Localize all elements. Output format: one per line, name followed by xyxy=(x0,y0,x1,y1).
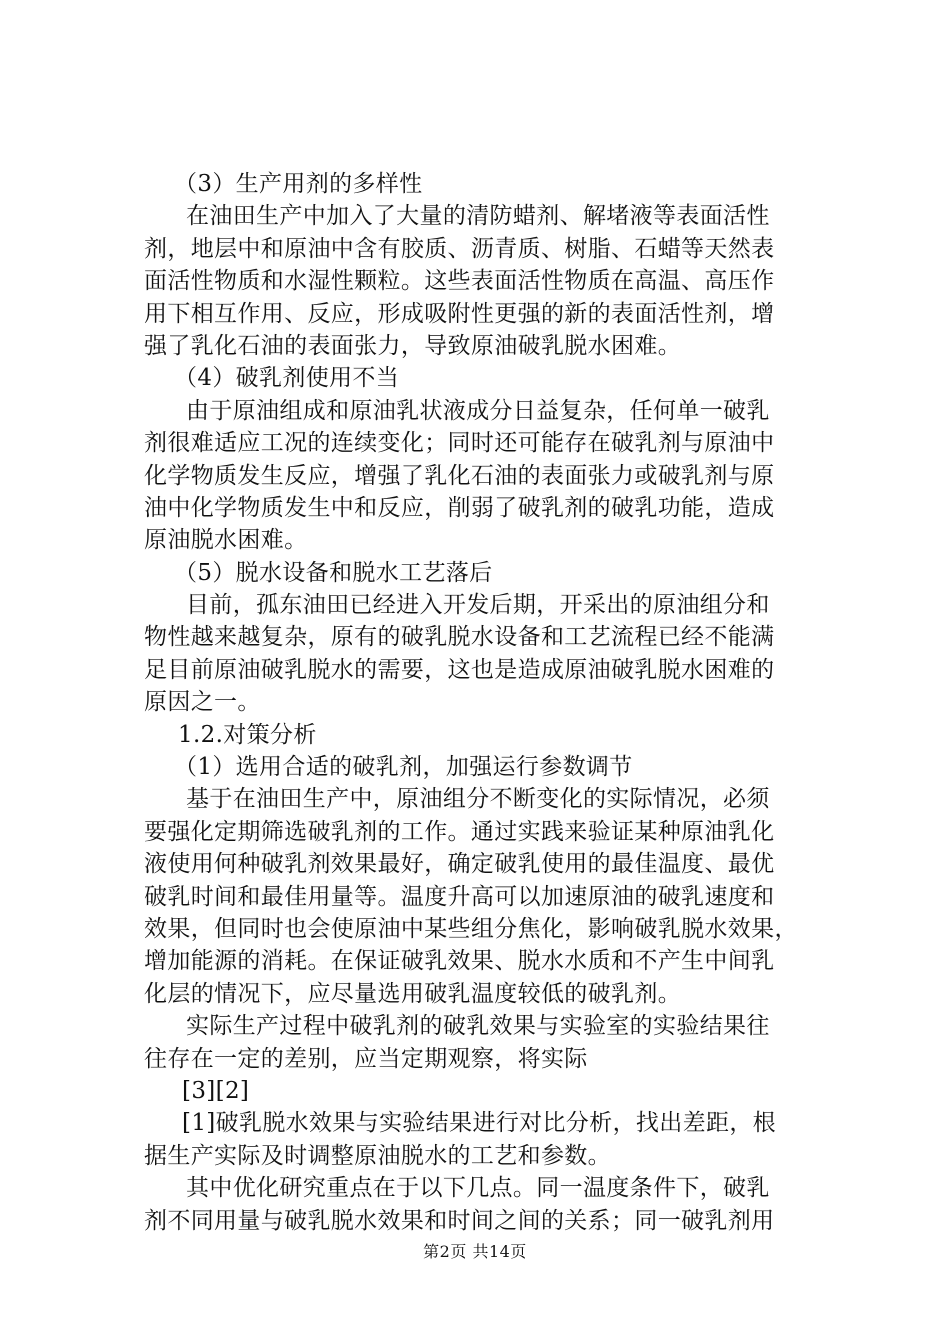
text-line: 足目前原油破乳脱水的需要，这也是造成原油破乳脱水困难的 xyxy=(144,656,775,683)
text-line: 1.2.对策分析 xyxy=(178,721,317,748)
text-line: 据生产实际及时调整原油脱水的工艺和参数。 xyxy=(144,1142,611,1169)
page-footer: 第2页 共14页 xyxy=(423,1242,527,1261)
text-line: 物性越来越复杂，原有的破乳脱水设备和工艺流程已经不能满 xyxy=(144,624,775,651)
text-line: 原油脱水困难。 xyxy=(144,527,308,554)
document-body xyxy=(144,168,834,1237)
text-line: 在油田生产中加入了大量的清防蜡剂、解堵液等表面活性 xyxy=(186,203,770,230)
text-line: 用下相互作用、反应，形成吸附性更强的新的表面活性剂，增 xyxy=(144,300,775,327)
text-line: 剂不同用量与破乳脱水效果和时间之间的关系；同一破乳剂用 xyxy=(144,1207,775,1234)
text-line: [1]破乳脱水效果与实验结果进行对比分析，找出差距，根 xyxy=(182,1110,777,1137)
text-line: 原因之一。 xyxy=(144,689,261,716)
text-line: 实际生产过程中破乳剂的破乳效果与实验室的实验结果往 xyxy=(186,1013,770,1040)
text-line: 剂很难适应工况的连续变化；同时还可能存在破乳剂与原油中 xyxy=(144,430,775,457)
text-line: 效果，但同时也会使原油中某些组分焦化，影响破乳脱水效果， xyxy=(144,915,798,942)
text-line: 剂，地层中和原油中含有胶质、沥青质、树脂、石蜡等天然表 xyxy=(144,235,775,262)
text-line: 基于在油田生产中，原油组分不断变化的实际情况，必须 xyxy=(186,786,770,813)
text-line: 由于原油组成和原油乳状液成分日益复杂，任何单一破乳 xyxy=(186,397,770,424)
text-line: （1）选用合适的破乳剂，加强运行参数调节 xyxy=(174,754,633,781)
text-line: 面活性物质和水湿性颗粒。这些表面活性物质在高温、高压作 xyxy=(144,268,775,295)
text-line: 增加能源的消耗。在保证破乳效果、脱水水质和不产生中间乳 xyxy=(144,948,775,975)
text-line: 其中优化研究重点在于以下几点。同一温度条件下，破乳 xyxy=(186,1175,770,1202)
text-line: （5）脱水设备和脱水工艺落后 xyxy=(174,559,493,586)
text-line: 油中化学物质发生中和反应，削弱了破乳剂的破乳功能，造成 xyxy=(144,494,775,521)
text-line: 目前，孤东油田已经进入开发后期，开采出的原油组分和 xyxy=(186,592,770,619)
text-line: 往存在一定的差别，应当定期观察，将实际 xyxy=(144,1045,588,1072)
text-line: 化学物质发生反应，增强了乳化石油的表面张力或破乳剂与原 xyxy=(144,462,775,489)
text-line: （3）生产用剂的多样性 xyxy=(174,171,423,197)
text-line: [3][2] xyxy=(182,1077,250,1104)
text-line: 要强化定期筛选破乳剂的工作。通过实践来验证某种原油乳化 xyxy=(144,818,775,845)
text-line: 强了乳化石油的表面张力，导致原油破乳脱水困难。 xyxy=(144,332,682,359)
text-line: 破乳时间和最佳用量等。温度升高可以加速原油的破乳速度和 xyxy=(144,883,775,910)
text-line: 化层的情况下，应尽量选用破乳温度较低的破乳剂。 xyxy=(144,980,682,1007)
text-line: （4）破乳剂使用不当 xyxy=(174,365,400,392)
text-line: 液使用何种破乳剂效果最好，确定破乳使用的最佳温度、最优 xyxy=(144,851,775,878)
